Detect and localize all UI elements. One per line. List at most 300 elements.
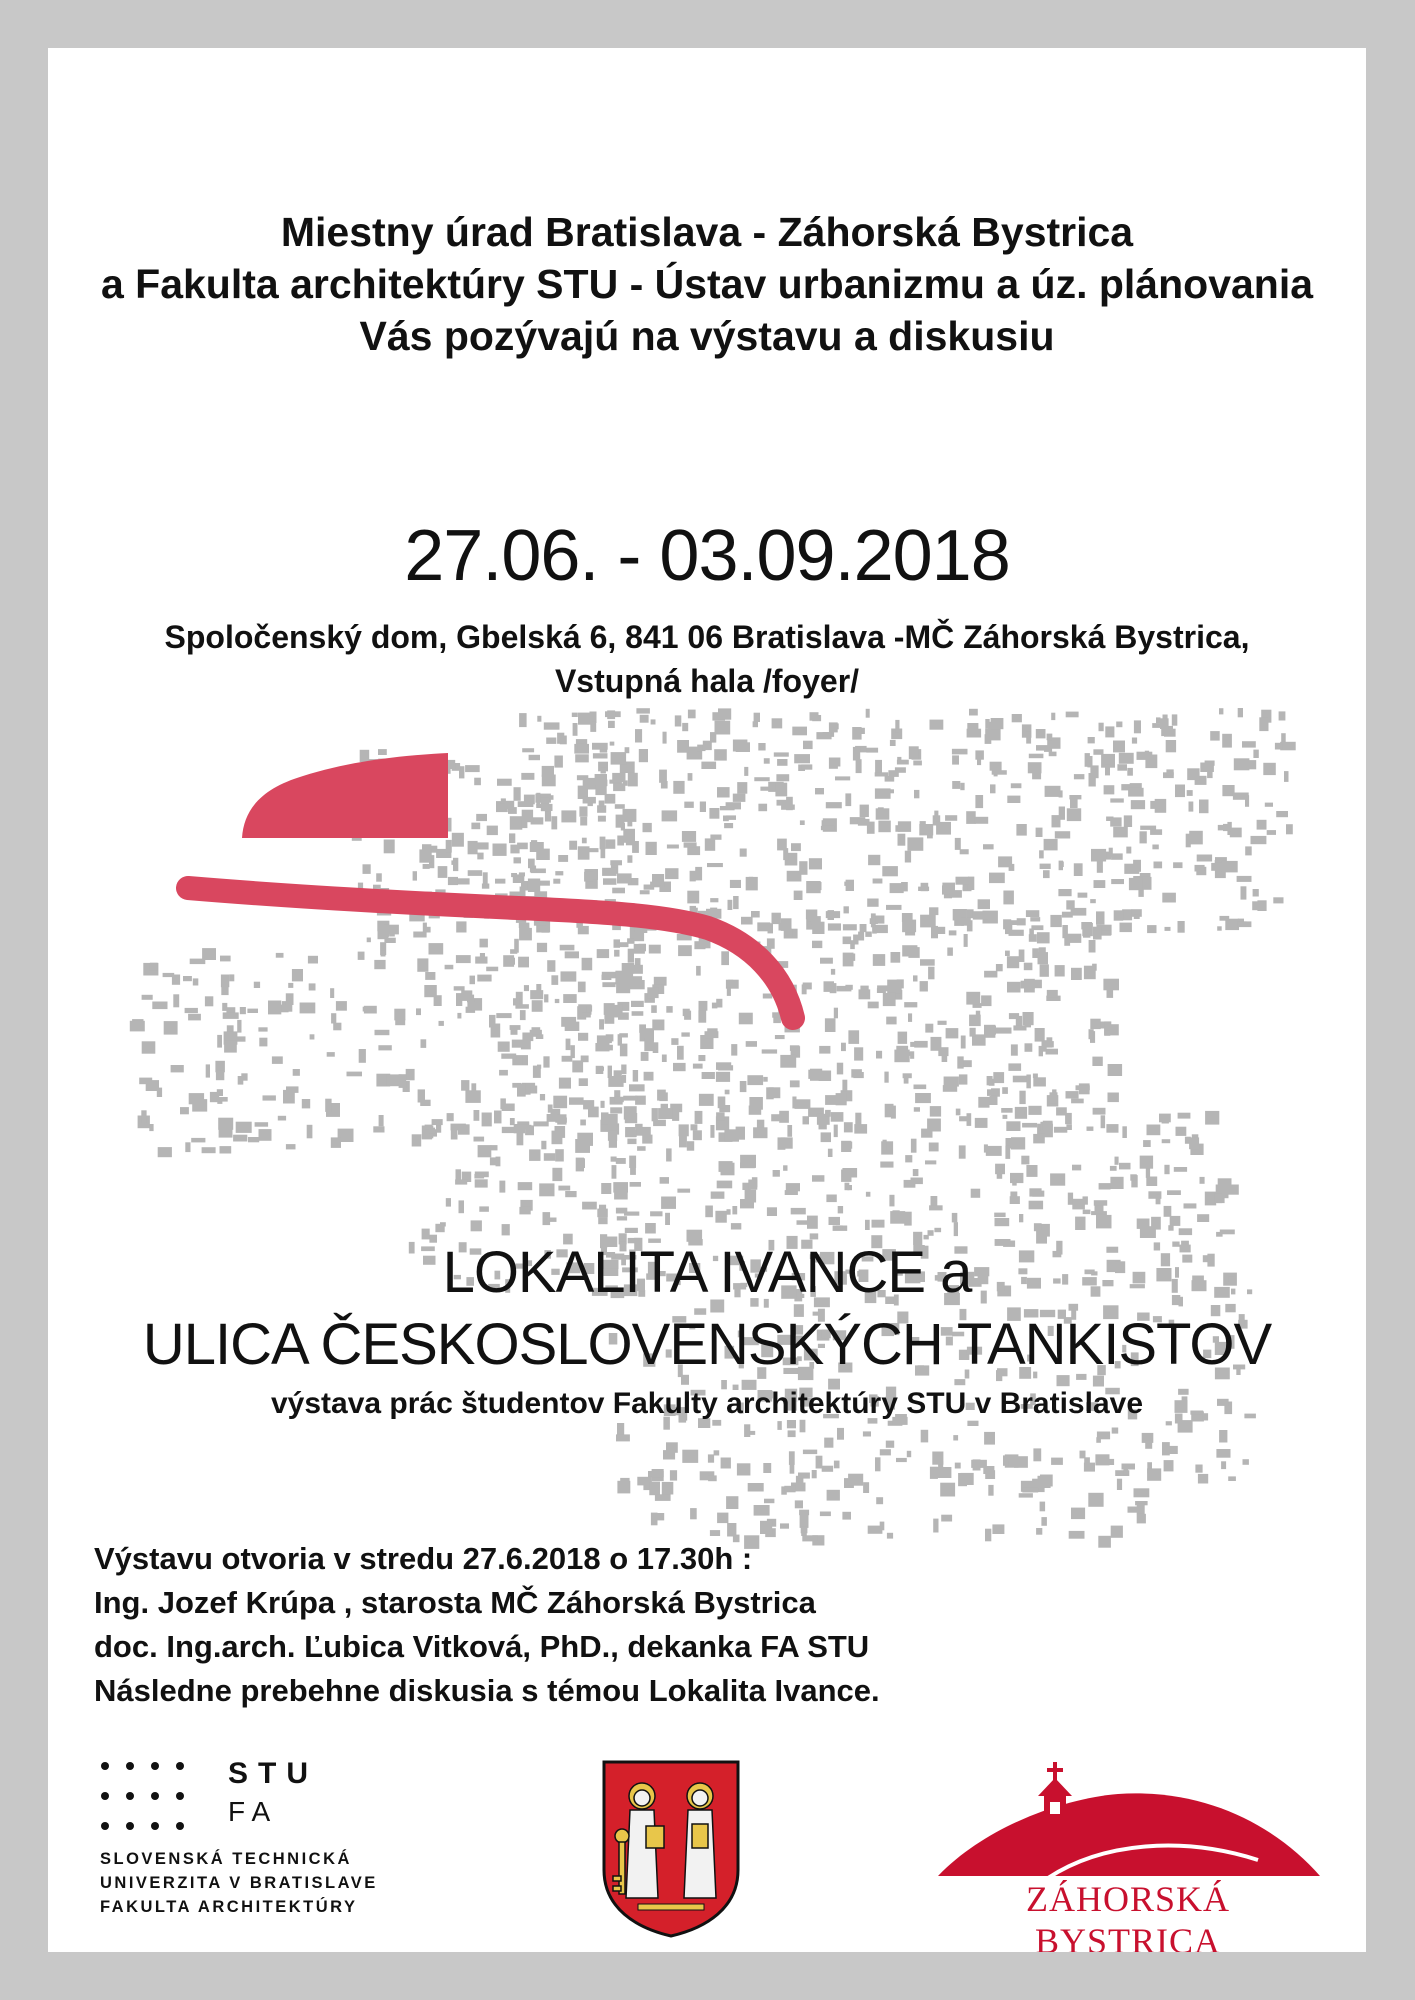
map-building	[860, 805, 869, 817]
map-building	[790, 1045, 800, 1051]
map-building	[1164, 1460, 1174, 1471]
map-building	[872, 1220, 885, 1228]
map-building	[737, 1463, 751, 1475]
map-building	[173, 994, 179, 1007]
map-building	[598, 1217, 607, 1224]
map-building	[1105, 726, 1114, 737]
map-building	[726, 1496, 738, 1509]
map-building	[727, 1523, 736, 1537]
map-building	[971, 1189, 981, 1198]
map-building	[511, 1026, 518, 1035]
map-building	[649, 945, 661, 954]
map-building	[1036, 729, 1046, 738]
map-building	[493, 844, 507, 856]
map-building	[499, 1070, 508, 1076]
map-building	[1099, 1183, 1111, 1189]
map-building	[597, 1035, 612, 1043]
map-building	[336, 1001, 347, 1011]
map-building	[1115, 1157, 1119, 1165]
map-building	[1072, 1199, 1085, 1210]
map-building	[914, 1041, 928, 1048]
stu-name-line-1: SLOVENSKÁ TECHNICKÁ	[100, 1850, 352, 1868]
map-building	[540, 1094, 545, 1100]
map-building	[837, 1428, 844, 1440]
map-building	[830, 983, 837, 993]
map-building	[654, 1513, 665, 1520]
map-building	[505, 801, 515, 809]
map-building	[683, 1009, 690, 1016]
map-building	[1066, 712, 1079, 718]
map-building	[957, 1056, 963, 1068]
map-building	[746, 1041, 757, 1047]
map-building	[691, 1124, 698, 1130]
map-building	[710, 835, 721, 840]
map-building	[860, 986, 868, 990]
map-building	[688, 710, 696, 719]
map-building	[665, 868, 678, 879]
map-building	[1107, 989, 1114, 998]
map-building	[569, 841, 577, 850]
map-building	[780, 1055, 796, 1068]
map-building	[867, 899, 878, 907]
map-building	[471, 1083, 476, 1092]
map-building	[229, 974, 234, 981]
map-building	[1095, 1454, 1109, 1465]
map-building	[843, 953, 854, 967]
map-building	[910, 1051, 914, 1059]
map-building	[981, 995, 991, 1006]
map-building	[809, 858, 822, 869]
map-building	[1058, 889, 1071, 896]
map-building	[1113, 741, 1125, 753]
map-building	[627, 938, 634, 944]
map-building	[630, 980, 645, 989]
map-building	[952, 749, 968, 755]
map-building	[1122, 1464, 1136, 1470]
map-building	[413, 871, 417, 880]
map-building	[1265, 803, 1273, 807]
map-building	[1030, 917, 1040, 921]
map-building	[799, 861, 807, 875]
map-building	[509, 833, 515, 843]
map-building	[1166, 740, 1176, 752]
map-building	[927, 829, 933, 839]
map-building	[749, 1431, 755, 1435]
map-building	[705, 1206, 713, 1218]
map-building	[848, 1030, 859, 1044]
map-building	[578, 846, 590, 859]
map-building	[696, 966, 701, 976]
map-building	[650, 1211, 662, 1216]
map-building	[739, 1013, 753, 1025]
map-building	[1112, 1428, 1119, 1434]
map-building	[1002, 1087, 1008, 1094]
map-building	[607, 710, 615, 719]
map-building	[904, 1078, 909, 1084]
map-building	[479, 1206, 489, 1211]
map-building	[541, 804, 553, 811]
map-building	[1119, 1163, 1131, 1170]
map-building	[1096, 911, 1105, 924]
map-building	[819, 1071, 832, 1082]
map-building	[931, 1196, 938, 1206]
map-building	[268, 1001, 281, 1015]
map-building	[984, 1432, 995, 1445]
map-building	[920, 915, 936, 928]
map-building	[1156, 1194, 1161, 1204]
map-building	[1147, 1125, 1161, 1136]
map-building	[477, 853, 483, 860]
map-building	[684, 842, 697, 847]
stu-fa-logo	[100, 1757, 500, 1916]
map-building	[447, 1113, 454, 1121]
map-building	[309, 983, 316, 990]
map-building	[710, 898, 718, 902]
map-building	[1140, 831, 1147, 843]
map-building	[422, 1134, 432, 1139]
map-building	[1047, 734, 1053, 741]
map-building	[1006, 920, 1018, 925]
map-building	[790, 1462, 795, 1474]
map-building	[1019, 1493, 1033, 1497]
map-building	[936, 822, 951, 835]
map-building	[959, 1145, 966, 1158]
map-building	[784, 1486, 795, 1493]
map-building	[1094, 1200, 1107, 1206]
map-building	[875, 760, 882, 773]
map-building	[611, 1157, 617, 1162]
map-building	[1242, 741, 1256, 747]
map-building	[375, 1030, 390, 1035]
map-building	[528, 879, 540, 893]
map-building	[565, 951, 579, 958]
map-building	[435, 1224, 444, 1232]
map-building	[930, 720, 944, 730]
map-building	[223, 1012, 239, 1019]
map-building	[498, 1042, 510, 1052]
map-building	[677, 740, 689, 753]
map-building	[636, 1127, 651, 1136]
map-building	[975, 795, 983, 808]
map-building	[988, 1485, 993, 1496]
map-building	[746, 877, 758, 891]
map-building	[990, 762, 1002, 771]
map-building	[629, 1084, 645, 1091]
map-building	[1081, 922, 1092, 929]
map-building	[496, 1013, 511, 1018]
map-building	[1164, 1206, 1172, 1217]
map-building	[544, 994, 548, 1002]
map-building	[609, 1140, 617, 1148]
map-building	[1150, 829, 1162, 835]
map-building	[584, 872, 593, 882]
map-building	[150, 963, 158, 971]
map-building	[583, 797, 596, 804]
map-building	[597, 949, 609, 958]
map-building	[1097, 861, 1103, 873]
map-building	[657, 1090, 666, 1101]
map-building	[517, 1132, 524, 1146]
map-building	[565, 1191, 576, 1197]
map-building	[633, 1070, 638, 1082]
map-building	[942, 883, 955, 893]
map-building	[807, 1216, 818, 1229]
map-building	[517, 1083, 526, 1096]
map-building	[580, 817, 587, 826]
map-building	[698, 1055, 705, 1061]
map-building	[1219, 708, 1223, 714]
map-building	[1033, 1448, 1041, 1461]
map-building	[1248, 760, 1256, 769]
map-building	[716, 1112, 725, 1120]
map-building	[1052, 815, 1061, 827]
map-building	[825, 1110, 831, 1117]
map-building	[572, 713, 578, 717]
map-building	[1059, 861, 1063, 871]
map-building	[190, 959, 206, 965]
map-building	[602, 868, 617, 876]
map-building	[1132, 738, 1137, 744]
map-building	[954, 1222, 958, 1236]
map-building	[451, 860, 456, 865]
exhibition-title-line-1: LOKALITA IVANCE a	[442, 1240, 972, 1305]
map-building	[347, 1072, 363, 1077]
map-building	[518, 801, 534, 807]
map-building	[920, 821, 926, 834]
map-building	[467, 995, 474, 1003]
map-building	[775, 783, 787, 797]
map-building	[1029, 1188, 1041, 1196]
map-building	[1049, 752, 1057, 757]
map-building	[730, 880, 741, 888]
map-building	[625, 1113, 637, 1123]
map-building	[1220, 916, 1230, 921]
map-building	[474, 778, 481, 786]
map-building	[1160, 718, 1169, 729]
event-place-line-1: Spoločenský dom, Gbelská 6, 841 06 Bratislava -MČ Záhorská Bystrica,	[164, 619, 1250, 655]
map-building	[141, 1110, 146, 1123]
map-building	[185, 1008, 198, 1013]
map-building	[522, 748, 534, 752]
map-building	[471, 1220, 482, 1231]
map-building	[1028, 762, 1042, 773]
map-building	[873, 879, 883, 884]
map-building	[631, 1001, 644, 1007]
map-building	[236, 1122, 252, 1133]
map-building	[1140, 826, 1156, 830]
map-building	[378, 1045, 391, 1050]
map-building	[432, 1119, 443, 1125]
map-building	[744, 767, 748, 776]
map-building	[806, 881, 821, 893]
map-building	[1024, 963, 1033, 971]
map-building	[1111, 879, 1124, 884]
map-building	[801, 764, 812, 769]
map-building	[641, 1052, 649, 1061]
map-building	[666, 1148, 672, 1161]
map-building	[885, 1104, 894, 1118]
map-building	[565, 1022, 580, 1031]
map-building	[519, 923, 530, 928]
map-building	[537, 716, 541, 722]
map-building	[1040, 864, 1051, 869]
map-building	[715, 1211, 726, 1223]
map-building	[459, 1200, 465, 1213]
map-building	[740, 1163, 755, 1169]
map-building	[677, 1046, 684, 1060]
map-building	[278, 1116, 286, 1121]
map-building	[1104, 785, 1115, 794]
map-building	[733, 740, 748, 752]
map-building	[662, 1055, 667, 1063]
map-building	[695, 1111, 703, 1124]
map-building	[608, 1076, 623, 1087]
map-building	[1080, 1451, 1086, 1459]
map-building	[678, 945, 692, 956]
map-building	[248, 1137, 259, 1142]
map-building	[666, 1006, 672, 1013]
map-building	[608, 1131, 617, 1141]
map-building	[925, 1160, 936, 1164]
map-building	[925, 1024, 933, 1033]
map-building	[790, 1080, 800, 1087]
map-building	[1071, 1508, 1085, 1520]
map-building	[1105, 764, 1110, 775]
map-building	[1195, 1465, 1202, 1473]
map-building	[540, 881, 550, 886]
map-building	[499, 1181, 505, 1193]
map-building	[858, 932, 864, 941]
map-building	[537, 943, 547, 952]
map-building	[711, 1192, 725, 1199]
map-building	[1137, 1219, 1150, 1229]
map-building	[254, 982, 260, 988]
map-building	[665, 1213, 670, 1225]
map-building	[642, 1135, 652, 1144]
map-building	[1003, 891, 1014, 905]
event-dates: 27.06. - 03.09.2018	[404, 516, 1010, 596]
map-building	[188, 1014, 201, 1021]
map-building	[470, 976, 476, 985]
map-building	[856, 759, 862, 773]
map-building	[1087, 1127, 1094, 1131]
map-building	[690, 871, 696, 882]
map-building	[717, 787, 730, 797]
map-building	[710, 732, 716, 743]
map-building	[554, 756, 563, 768]
map-building	[542, 927, 550, 933]
map-building	[1062, 912, 1073, 918]
stu-name-line-2: UNIVERZITA V BRATISLAVE	[100, 1874, 378, 1892]
map-building	[308, 956, 318, 964]
map-building	[890, 740, 896, 746]
map-building	[1108, 1093, 1119, 1103]
map-building	[763, 1463, 771, 1473]
map-building	[588, 1107, 599, 1118]
map-building	[812, 1175, 824, 1182]
map-building	[675, 715, 682, 726]
map-building	[1055, 965, 1065, 976]
map-building	[961, 1473, 974, 1485]
map-building	[171, 1065, 184, 1072]
map-building	[785, 1190, 798, 1195]
map-building	[1222, 734, 1232, 748]
map-building	[716, 999, 722, 1008]
map-building	[936, 1467, 951, 1478]
map-building	[617, 1423, 624, 1435]
map-building	[985, 729, 1000, 741]
map-building	[561, 971, 577, 981]
map-building	[748, 1483, 764, 1492]
map-building	[778, 1137, 786, 1149]
map-building	[595, 1043, 609, 1051]
map-building	[1129, 878, 1143, 890]
map-building	[164, 1021, 178, 1035]
map-building	[651, 1005, 657, 1013]
map-building	[821, 826, 834, 830]
map-building	[215, 1097, 228, 1102]
map-building	[206, 1064, 210, 1077]
map-building	[456, 921, 466, 932]
map-building	[834, 1125, 838, 1138]
map-building	[724, 823, 733, 828]
map-building	[627, 1139, 636, 1145]
map-building	[681, 1032, 689, 1036]
map-building	[969, 1015, 981, 1027]
map-building	[501, 1054, 516, 1059]
map-building	[1021, 981, 1035, 989]
map-building	[754, 777, 769, 781]
map-building	[461, 1080, 469, 1091]
map-building	[714, 1450, 720, 1455]
map-building	[891, 952, 901, 963]
map-building	[1022, 1488, 1038, 1493]
map-building	[637, 1146, 646, 1151]
map-building	[687, 891, 699, 904]
map-building	[623, 809, 637, 822]
map-building	[1228, 1476, 1236, 1481]
map-building	[1072, 1165, 1081, 1171]
map-building	[617, 836, 624, 846]
map-building	[582, 1013, 591, 1018]
map-building	[1217, 926, 1222, 930]
map-building	[969, 709, 978, 716]
map-building	[560, 945, 575, 951]
map-building	[1184, 1203, 1197, 1208]
map-building	[829, 722, 838, 732]
map-building	[871, 913, 876, 927]
map-building	[546, 738, 556, 744]
map-building	[1033, 1077, 1046, 1086]
map-building	[553, 1096, 567, 1109]
map-building	[630, 1182, 641, 1187]
map-building	[412, 1134, 422, 1146]
map-building	[795, 1099, 811, 1109]
map-building	[1123, 913, 1129, 919]
map-building	[458, 1124, 470, 1134]
map-building	[420, 1100, 430, 1106]
map-building	[491, 1145, 498, 1150]
map-building	[652, 1020, 664, 1031]
map-building	[598, 816, 606, 822]
map-building	[549, 1218, 556, 1222]
map-building	[1007, 796, 1020, 803]
map-building	[643, 823, 652, 832]
map-building	[1251, 836, 1267, 844]
map-building	[726, 802, 741, 809]
map-building	[772, 718, 783, 728]
map-building	[904, 1212, 912, 1226]
